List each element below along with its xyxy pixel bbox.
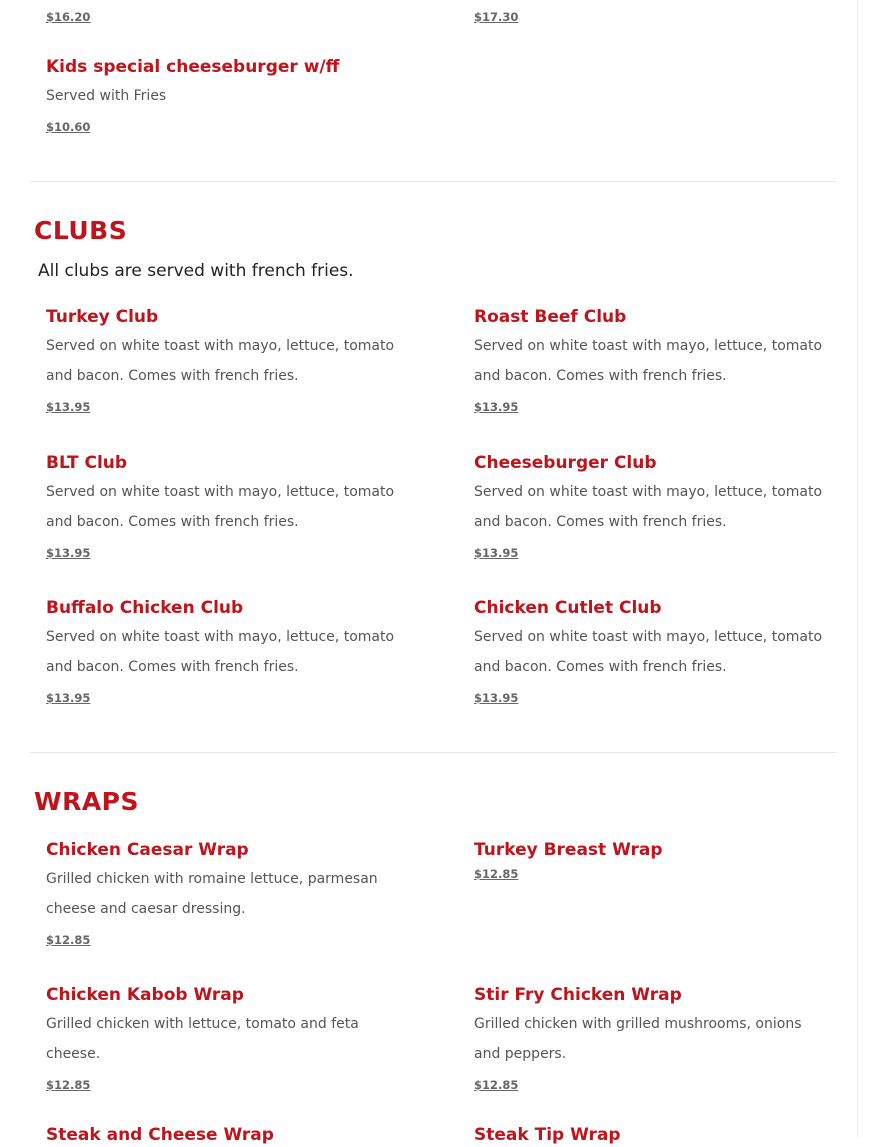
menu-item[interactable]	[46, 838, 406, 948]
item-name[interactable]: Turkey Breast Wrap	[474, 840, 663, 860]
section-title-wraps: WRAPS	[34, 787, 140, 816]
item-name[interactable]: Chicken Cutlet Club	[474, 598, 662, 618]
item-description: Grilled chicken with grilled mushrooms, onions and peppers.	[474, 1016, 802, 1062]
menu-item[interactable]	[474, 983, 830, 1093]
item-name[interactable]: Roast Beef Club	[474, 307, 627, 327]
item-name[interactable]: Buffalo Chicken Club	[46, 598, 244, 618]
item-description: Served with Fries	[46, 88, 167, 104]
item-description: Served on white toast with mayo, lettuce, tomato and bacon. Comes with french fries.	[46, 338, 395, 384]
item-price[interactable]: $12.85	[474, 867, 519, 881]
item-price[interactable]: $12.85	[474, 1078, 519, 1092]
item-price[interactable]: $13.95	[474, 546, 519, 560]
section-title-clubs: CLUBS	[34, 216, 128, 245]
menu-item[interactable]	[474, 451, 830, 561]
menu-item[interactable]	[46, 1123, 406, 1147]
item-price[interactable]: $13.95	[474, 691, 519, 705]
item-name[interactable]: Turkey Club	[46, 307, 159, 327]
item-price[interactable]: $13.95	[46, 546, 91, 560]
item-name[interactable]: Steak and Cheese Wrap	[46, 1125, 274, 1145]
menu-item[interactable]	[46, 983, 406, 1093]
menu-item[interactable]	[474, 1123, 830, 1147]
item-name[interactable]: Steak Tip Wrap	[474, 1125, 621, 1145]
menu-item[interactable]	[474, 305, 830, 415]
page-edge	[857, 0, 858, 1138]
item-description: Grilled chicken with lettuce, tomato and feta cheese.	[46, 1016, 359, 1062]
item-price[interactable]: $12.85	[46, 1078, 91, 1092]
menu-item[interactable]	[46, 451, 406, 561]
item-name[interactable]: Kids special cheeseburger w/ff	[46, 57, 340, 77]
item-description: Served on white toast with mayo, lettuce, tomato and bacon. Comes with french fries.	[474, 629, 823, 675]
item-price[interactable]: $17.30	[474, 10, 519, 24]
item-price[interactable]: $16.20	[46, 10, 91, 24]
item-name[interactable]: Cheeseburger Club	[474, 453, 657, 473]
item-price[interactable]: $12.85	[46, 933, 91, 947]
menu-item[interactable]	[46, 305, 406, 415]
section-divider	[30, 752, 836, 753]
item-description: Served on white toast with mayo, lettuce, tomato and bacon. Comes with french fries.	[474, 484, 823, 530]
item-price[interactable]: $13.95	[46, 691, 91, 705]
menu-item[interactable]	[474, 596, 830, 706]
item-price[interactable]: $13.95	[474, 400, 519, 414]
menu-item[interactable]	[46, 55, 406, 135]
section-divider	[30, 181, 836, 182]
item-name[interactable]: Stir Fry Chicken Wrap	[474, 985, 682, 1005]
item-description: Served on white toast with mayo, lettuce, tomato and bacon. Comes with french fries.	[46, 629, 395, 675]
item-description: Served on white toast with mayo, lettuce, tomato and bacon. Comes with french fries.	[46, 484, 395, 530]
item-price[interactable]: $13.95	[46, 400, 91, 414]
item-price[interactable]: $10.60	[46, 120, 91, 134]
item-description: Grilled chicken with romaine lettuce, parmesan cheese and caesar dressing.	[46, 871, 378, 917]
item-name[interactable]: BLT Club	[46, 453, 128, 473]
item-name[interactable]: Chicken Caesar Wrap	[46, 840, 249, 860]
section-note: All clubs are served with french fries.	[38, 261, 354, 281]
menu-item[interactable]	[46, 596, 406, 706]
item-name[interactable]: Chicken Kabob Wrap	[46, 985, 244, 1005]
item-description: Served on white toast with mayo, lettuce, tomato and bacon. Comes with french fries.	[474, 338, 823, 384]
menu-item[interactable]	[474, 838, 830, 882]
